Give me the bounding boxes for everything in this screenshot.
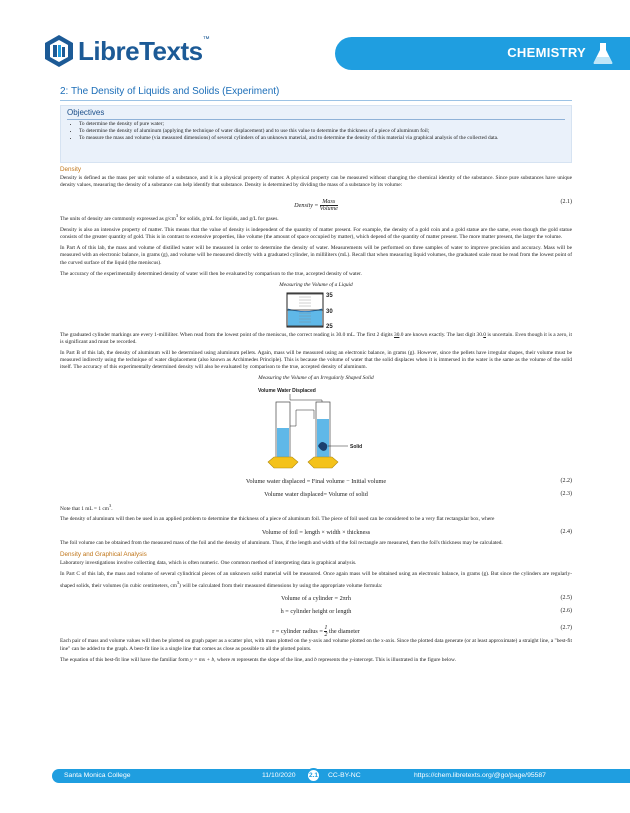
equation-number: (2.3) xyxy=(560,490,572,497)
objectives-box xyxy=(60,105,572,163)
objectives-divider xyxy=(67,119,565,120)
equation-lhs: Density xyxy=(294,202,314,210)
numerator: Mass xyxy=(320,199,338,206)
equation-2-6 xyxy=(60,606,572,618)
equation-2-1: Density = $\frac{\text{Mass}}{\text{Volume}}$ (2.1) xyxy=(294,198,572,213)
flask-icon xyxy=(593,42,613,65)
paragraph: The graduated cylinder markings are every 1-milliliter. When read from the lowest point of the meniscus, the correct reading is 30.0 mL. The first 2 digits 30.0 are known exactly. The last digit 30.0 is uncertain. Even though it is a zero, it is significant and must be recorded. xyxy=(60,331,573,346)
figure-label-solid: Solid xyxy=(350,443,363,450)
list-item: • To determine the density of pure water; xyxy=(79,121,565,128)
equation-body: Volume of a cylinder = 2πrh xyxy=(281,595,351,603)
equation-number: (2.1) xyxy=(560,199,572,206)
paragraph: The density of aluminum will then be used in an applied problem to determine the thickness of a piece of aluminum foil. The piece of foil used can be considered to be a very flat rectangular box, where xyxy=(60,516,495,523)
graduated-cylinder-figure xyxy=(60,292,572,328)
figure-caption: Measuring the Volume of an Irregularly Shaped Solid xyxy=(258,375,374,382)
equation-rhs: the diameter xyxy=(329,628,360,636)
paragraph: In Part A of this lab, the mass and volume of distilled water will be measured in order to determine the density of water. Measurements will be performed on three samples of water to improve precision and accuracy. Mass will be measured with an electronic balance, in grams (g), and volume will be measured directly with a graduated cylinder, in milliliters (mL). Recall that when measuring liquid volumes, the graduated scale must be read from the lowest point of the curved surface of the liquid (the meniscus). xyxy=(60,245,572,266)
denominator: 2 xyxy=(324,631,328,639)
water-displacement-figure xyxy=(60,386,572,472)
scale-label: 30 xyxy=(326,308,333,315)
graduated-cylinder-image xyxy=(285,292,347,328)
page-number-badge: 2.1 xyxy=(306,768,321,783)
paragraph: Density is also an intensive property of matter. This means that the value of density is independent of the quantity of matter present. For example, the density of a gold coin and a gold statue are the same, even though the gold statue consists of the greater quantity of gold. This is in contrast to extensive properties, like volume (the amount of space occupied by matter), which depend of the quantity of matter present. The more matter present, the larger the volume. xyxy=(60,227,572,241)
numerator: 1 xyxy=(324,624,328,632)
equation-number: (2.7) xyxy=(560,625,572,632)
footer-college: Santa Monica College xyxy=(64,772,131,779)
main-content xyxy=(60,166,572,668)
equation-number: (2.5) xyxy=(560,595,572,602)
denominator: Volume xyxy=(319,205,338,213)
equation-body: Volume water displaced= Volume of solid xyxy=(264,490,368,498)
paragraph: The accuracy of the experimentally determined density of water will then be evaluated by comparison to the true, accepted density of water. xyxy=(60,270,362,277)
page-footer xyxy=(52,769,630,783)
scale-label: 35 xyxy=(326,292,333,299)
page-title: 2: The Density of Liquids and Solids (Experiment) xyxy=(60,86,280,97)
equation-2-3 xyxy=(60,489,572,501)
footer-url-link[interactable]: https://chem.libretexts.org/@go/page/95587 xyxy=(414,772,546,779)
equation-body: Volume of foil = length × width × thickness xyxy=(261,529,371,537)
equation-2-2 xyxy=(60,476,572,488)
scale-label: 25 xyxy=(326,323,333,328)
equation-2-4 xyxy=(60,527,572,539)
paragraph: The foil volume can be obtained from the measured mass of the foil and the density of aluminum. Thus, if the length and width of the foil rectangle are measured, then the foil's thickness may be calculated. xyxy=(60,540,503,547)
equation-2-5 xyxy=(60,593,572,605)
equation-body: Volume water displaced = Final volume − Initial volume xyxy=(245,477,387,485)
paragraph: The equation of this best-fit line will have the familiar form y = mx + b, where m represents the slope of the line, and b represents the y-intercept. This is illustrated in the figure below. xyxy=(60,656,456,663)
equation-number: (2.6) xyxy=(560,608,572,615)
paragraph: In Part B of this lab, the density of aluminum will be determined using aluminum pellets. Again, mass will be measured using an electronic balance, in grams (g). However, since the pellets have irregular shapes, their volume must be measured indirectly using the technique of water displacement (also known as Archimedes Principle). This is because the volume of water that the solid displaces when it is immersed in the water is the same as the volume of the solid itself. The accuracy of this experimentally determined density will also be evaluated by comparison to the true, accepted density of aluminum. xyxy=(60,350,572,371)
paragraph: Density is defined as the mass per unit volume of a substance, and it is a physical property of matter. A physical property can be measured without changing the chemical identity of the substance. Since pure substances have unique density values, measuring the density of a substance can help identify that substance. Density is determined by dividing the mass of a substance by its volume: xyxy=(60,175,572,189)
libretexts-logo[interactable] xyxy=(44,34,209,68)
paragraph: Note that 1 mL = 1 $cm^3$. xyxy=(60,502,113,512)
subject-label: CHEMISTRY xyxy=(507,45,586,60)
subject-banner xyxy=(335,37,630,70)
graphical-analysis-heading: Density and Graphical Analysis xyxy=(60,551,147,559)
paragraph: In Part C of this lab, the mass and volume of several cylindrical pieces of an unknown solid material will be measured. Once again mass will be obtained using an electronic balance, in grams (g). But since the cylinders are regularly-shaped solids, their volumes (in cubic centimeters, $cm^3$) will be calculated from their measured dimensions by using the appropriate volume formula: xyxy=(60,571,572,589)
water-displacement-image xyxy=(256,386,376,472)
equation-lhs: r = cylinder radius = xyxy=(272,628,325,636)
paragraph: The units of density are commonly expressed as $g/cm^3$ for solids, g/mL for liquids, and g/L for gases. xyxy=(60,213,279,222)
density-heading: Density xyxy=(60,166,81,173)
paragraph: Each pair of mass and volume values will then be plotted on graph paper as a scatter plot, with mass plotted on the y-axis and volume plotted on the x-axis. Since the plotted data generate (or at least approximate) a straight line, a "best-fit line" can be added to the graph. A best-fit line is a single line that comes as close as possible to all the plotted points. xyxy=(60,638,572,652)
libretexts-hex-icon xyxy=(44,34,74,68)
objectives-list xyxy=(79,121,565,143)
objectives-heading: Objectives xyxy=(67,108,105,117)
footer-date: 11/10/2020 xyxy=(262,772,296,779)
equation-2-7 xyxy=(60,619,572,637)
paragraph: Laboratory investigations involve collecting data, which is often numeric. One common method of interpreting data is graphical analysis. xyxy=(60,560,357,567)
equation-body: h = cylinder height or length xyxy=(280,608,352,616)
fraction xyxy=(320,199,338,212)
equation-number: (2.4) xyxy=(560,529,572,536)
list-item: • To determine the density of aluminum (applying the technique of water displacement) and to use this value to determine the thickness of a piece of aluminum foil; xyxy=(79,128,565,135)
figure-caption: Measuring the Volume of a Liquid xyxy=(279,281,353,288)
list-item: • To measure the mass and volume (via measured dimensions) of several cylinders of an unknown material, and to determine the density of this material via graphical analysis of the collected data. xyxy=(79,135,565,142)
title-divider xyxy=(60,100,572,101)
equation-number: (2.2) xyxy=(560,477,572,484)
fraction xyxy=(324,625,327,638)
logo-text: LibreTexts™ xyxy=(78,35,210,66)
page-header xyxy=(0,0,630,80)
figure-label-volume-displaced: Volume Water Displaced xyxy=(258,387,316,394)
footer-license: CC-BY-NC xyxy=(328,772,361,779)
